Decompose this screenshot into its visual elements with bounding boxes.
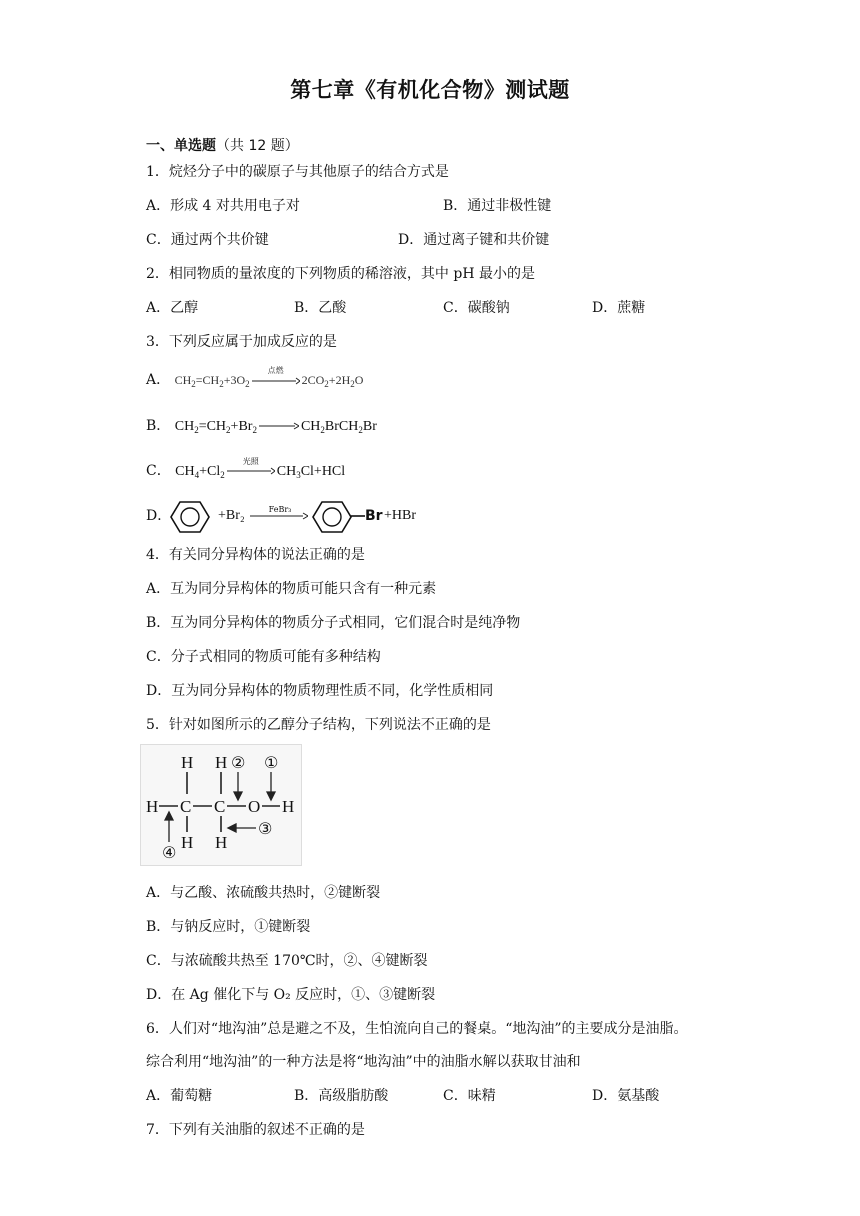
atom-o: O bbox=[248, 797, 261, 816]
bromobenzene-ring-icon bbox=[312, 500, 352, 534]
atom-h: H bbox=[146, 797, 159, 816]
section-label: 一、单选题 bbox=[146, 138, 216, 154]
q4-option-a: A．互为同分异构体的物质可能只含有一种元素 bbox=[146, 581, 437, 597]
atom-c: C bbox=[214, 797, 226, 816]
q3-d-condition: FeBr₃ bbox=[268, 505, 292, 514]
q2-stem: 2．相同物质的量浓度的下列物质的稀溶液，其中 pH 最小的是 bbox=[146, 266, 535, 282]
q3-d-reagent: +Br₂ bbox=[218, 508, 245, 523]
section-count: （共 12 题） bbox=[216, 138, 299, 154]
q3-c-condition: 光照 bbox=[242, 456, 259, 466]
q3-option-b-equation: $CH_2=CH_2+Br_2$ $CH_2BrCH_2Br$ bbox=[174, 419, 377, 435]
atom-h: H bbox=[181, 753, 194, 772]
q1-option-d: D．通过离子键和共价键 bbox=[398, 232, 550, 248]
q7-stem: 7．下列有关油脂的叙述不正确的是 bbox=[146, 1122, 365, 1138]
q6-stem-line1: 6．人们对“地沟油”总是避之不及，生怕流向自己的餐桌。“地沟油”的主要成分是油脂。 bbox=[146, 1021, 688, 1037]
q3-option-b bbox=[146, 416, 377, 437]
q3-option-c-equation: $CH_4+Cl_2$ 光照 $CH_3Cl+HCl$ bbox=[175, 464, 345, 479]
q6-stem-line2: 综合利用“地沟油”的一种方法是将“地沟油”中的油脂水解以获取甘油和 bbox=[146, 1054, 581, 1070]
bond-marker-1: ① bbox=[264, 753, 279, 772]
atom-c: C bbox=[180, 797, 192, 816]
bond-marker-2: ② bbox=[231, 753, 246, 772]
reaction-arrow-icon bbox=[250, 512, 308, 520]
q1-stem: 1．烷烃分子中的碳原子与其他原子的结合方式是 bbox=[146, 164, 449, 180]
q3-stem: 3．下列反应属于加成反应的是 bbox=[146, 334, 337, 350]
q3-d-hbr: +HBr bbox=[384, 508, 417, 523]
atom-h: H bbox=[282, 797, 295, 816]
q3-option-b-label: B． bbox=[146, 418, 171, 434]
q3-option-c bbox=[146, 456, 346, 482]
q5-option-c: C．与浓硫酸共热至 170℃时，②、④键断裂 bbox=[146, 953, 428, 969]
q6-option-d: D．氨基酸 bbox=[592, 1088, 660, 1104]
q2-option-d: D．蔗糖 bbox=[592, 300, 646, 316]
bond-line-icon bbox=[351, 513, 365, 519]
q2-option-b: B．乙酸 bbox=[294, 300, 347, 316]
q4-option-d: D．互为同分异构体的物质物理性质不同，化学性质相同 bbox=[146, 683, 494, 699]
q5-option-b: B．与钠反应时，①键断裂 bbox=[146, 919, 311, 935]
atom-h: H bbox=[215, 753, 228, 772]
q2-option-a: A．乙醇 bbox=[146, 300, 199, 316]
q5-option-d: D．在 Ag 催化下与 O₂ 反应时，①、③键断裂 bbox=[146, 987, 436, 1003]
q1-option-a: A．形成 4 对共用电子对 bbox=[146, 198, 300, 214]
q3-option-a bbox=[146, 366, 364, 391]
page-title: 第七章《有机化合物》测试题 bbox=[290, 78, 570, 102]
q4-stem: 4．有关同分异构体的说法正确的是 bbox=[146, 547, 365, 563]
bond-marker-4: ④ bbox=[162, 843, 177, 862]
q6-option-c: C．味精 bbox=[443, 1088, 496, 1104]
q1-option-b: B．通过非极性键 bbox=[443, 198, 552, 214]
q4-option-c: C．分子式相同的物质可能有多种结构 bbox=[146, 649, 381, 665]
q3-option-d-label: D． bbox=[146, 508, 172, 524]
q4-option-b: B．互为同分异构体的物质分子式相同，它们混合时是纯净物 bbox=[146, 615, 521, 631]
q3-option-c-label: C． bbox=[146, 463, 171, 479]
reaction-arrow-icon bbox=[259, 422, 299, 430]
q5-stem: 5．针对如图所示的乙醇分子结构，下列说法不正确的是 bbox=[146, 717, 491, 733]
q6-option-b: B．高级脂肪酸 bbox=[294, 1088, 389, 1104]
q1-option-c: C．通过两个共价键 bbox=[146, 232, 269, 248]
q2-option-c: C．碳酸钠 bbox=[443, 300, 510, 316]
ethanol-structure-diagram bbox=[140, 744, 302, 866]
benzene-ring-icon bbox=[170, 500, 210, 534]
q3-option-a-equation: $CH_2=CH_2+3O_2$ 点燃 $2CO_2+2H_2O$ bbox=[175, 373, 364, 387]
bond-marker-3: ③ bbox=[258, 819, 273, 838]
section-heading bbox=[146, 136, 299, 156]
q3-d-bromine: Br bbox=[365, 508, 383, 524]
q5-option-a: A．与乙酸、浓硫酸共热时，②键断裂 bbox=[146, 885, 381, 901]
q3-option-a-label: A． bbox=[146, 372, 171, 388]
atom-h: H bbox=[215, 833, 228, 852]
atom-h: H bbox=[181, 833, 194, 852]
q3-a-condition: 点燃 bbox=[267, 366, 284, 376]
q6-option-a: A．葡萄糖 bbox=[146, 1088, 213, 1104]
